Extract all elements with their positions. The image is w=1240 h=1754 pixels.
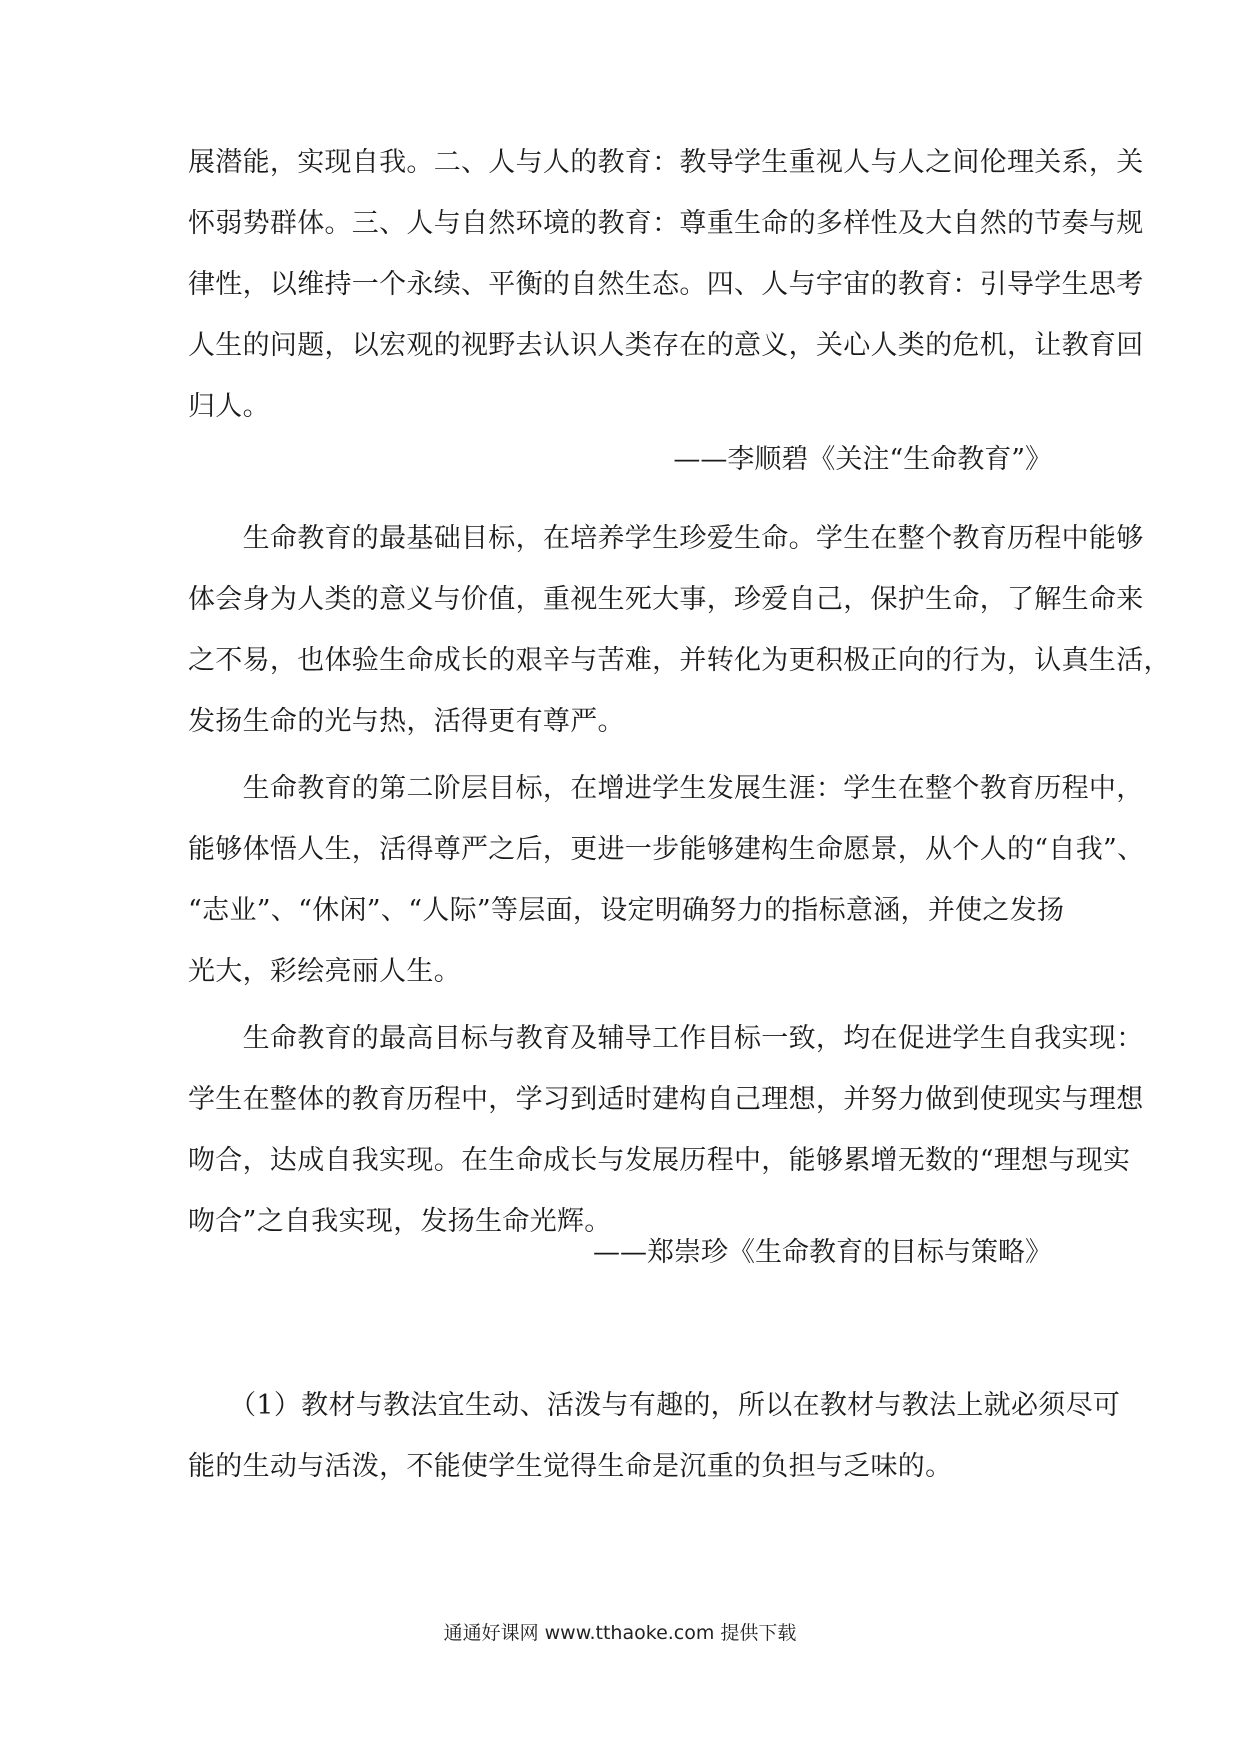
text-line: 律性，以维持一个永续、平衡的自然生态。四、人与宇宙的教育：引导学生思考	[188, 269, 1144, 300]
text-line: 归人。	[188, 391, 270, 422]
text-line: 吻合”之自我实现，发扬生命光辉。	[188, 1206, 612, 1237]
text-line: 学生在整体的教育历程中，学习到适时建构自己理想，并努力做到使现实与理想	[188, 1084, 1144, 1115]
paragraph-basic-goal	[188, 508, 1171, 752]
attribution-zheng-chongzhen: ——郑崇珍《生命教育的目标与策略》	[593, 1237, 1052, 1268]
text-line: 生命教育的第二阶层目标，在增进学生发展生涯：学生在整个教育历程中，	[188, 773, 1144, 804]
text-line: 光大，彩绘亮丽人生。	[188, 956, 461, 987]
text-line: 人生的问题，以宏观的视野去认识人类存在的意义，关心人类的危机，让教育回	[188, 330, 1144, 361]
text-line: 体会身为人类的意义与价值，重视生死大事，珍爱自己，保护生命，了解生命来	[188, 584, 1144, 615]
paragraph-teaching-materials	[188, 1375, 1121, 1497]
page-footer: 通通好课网 www.tthaoke.com 提供下载	[443, 1622, 797, 1644]
text-line: 怀弱势群体。三、人与自然环境的教育：尊重生命的多样性及大自然的节奏与规	[188, 208, 1144, 239]
text-line: “志业”、“休闲”、“人际”等层面，设定明确努力的指标意涵，并使之发扬	[188, 895, 1065, 926]
paragraph-highest-goal	[188, 1008, 1144, 1252]
text-line: 吻合，达成自我实现。在生命成长与发展历程中，能够累增无数的“理想与现实	[188, 1145, 1131, 1176]
text-line: 能够体悟人生，活得尊严之后，更进一步能够建构生命愿景，从个人的“自我”、	[188, 834, 1145, 865]
text-line: 展潜能，实现自我。二、人与人的教育：教导学生重视人与人之间伦理关系，关	[188, 147, 1144, 178]
paragraph-education-dimensions	[188, 132, 1144, 437]
text-line: 发扬生命的光与热，活得更有尊严。	[188, 706, 625, 737]
text-line: 生命教育的最基础目标，在培养学生珍爱生命。学生在整个教育历程中能够	[188, 523, 1144, 554]
paragraph-second-goal	[188, 758, 1145, 1002]
text-line: 生命教育的最高目标与教育及辅导工作目标一致，均在促进学生自我实现：	[188, 1023, 1144, 1054]
text-line: 能的生动与活泼，不能使学生觉得生命是沉重的负担与乏味的。	[188, 1451, 953, 1482]
attribution-li-shunbi: ——李顺碧《关注“生命教育”》	[673, 444, 1052, 475]
text-line: 之不易，也体验生命成长的艰辛与苦难，并转化为更积极正向的行为，认真生活，	[188, 645, 1171, 676]
text-line: （1）教材与教法宜生动、活泼与有趣的，所以在教材与教法上就必须尽可	[188, 1390, 1121, 1421]
